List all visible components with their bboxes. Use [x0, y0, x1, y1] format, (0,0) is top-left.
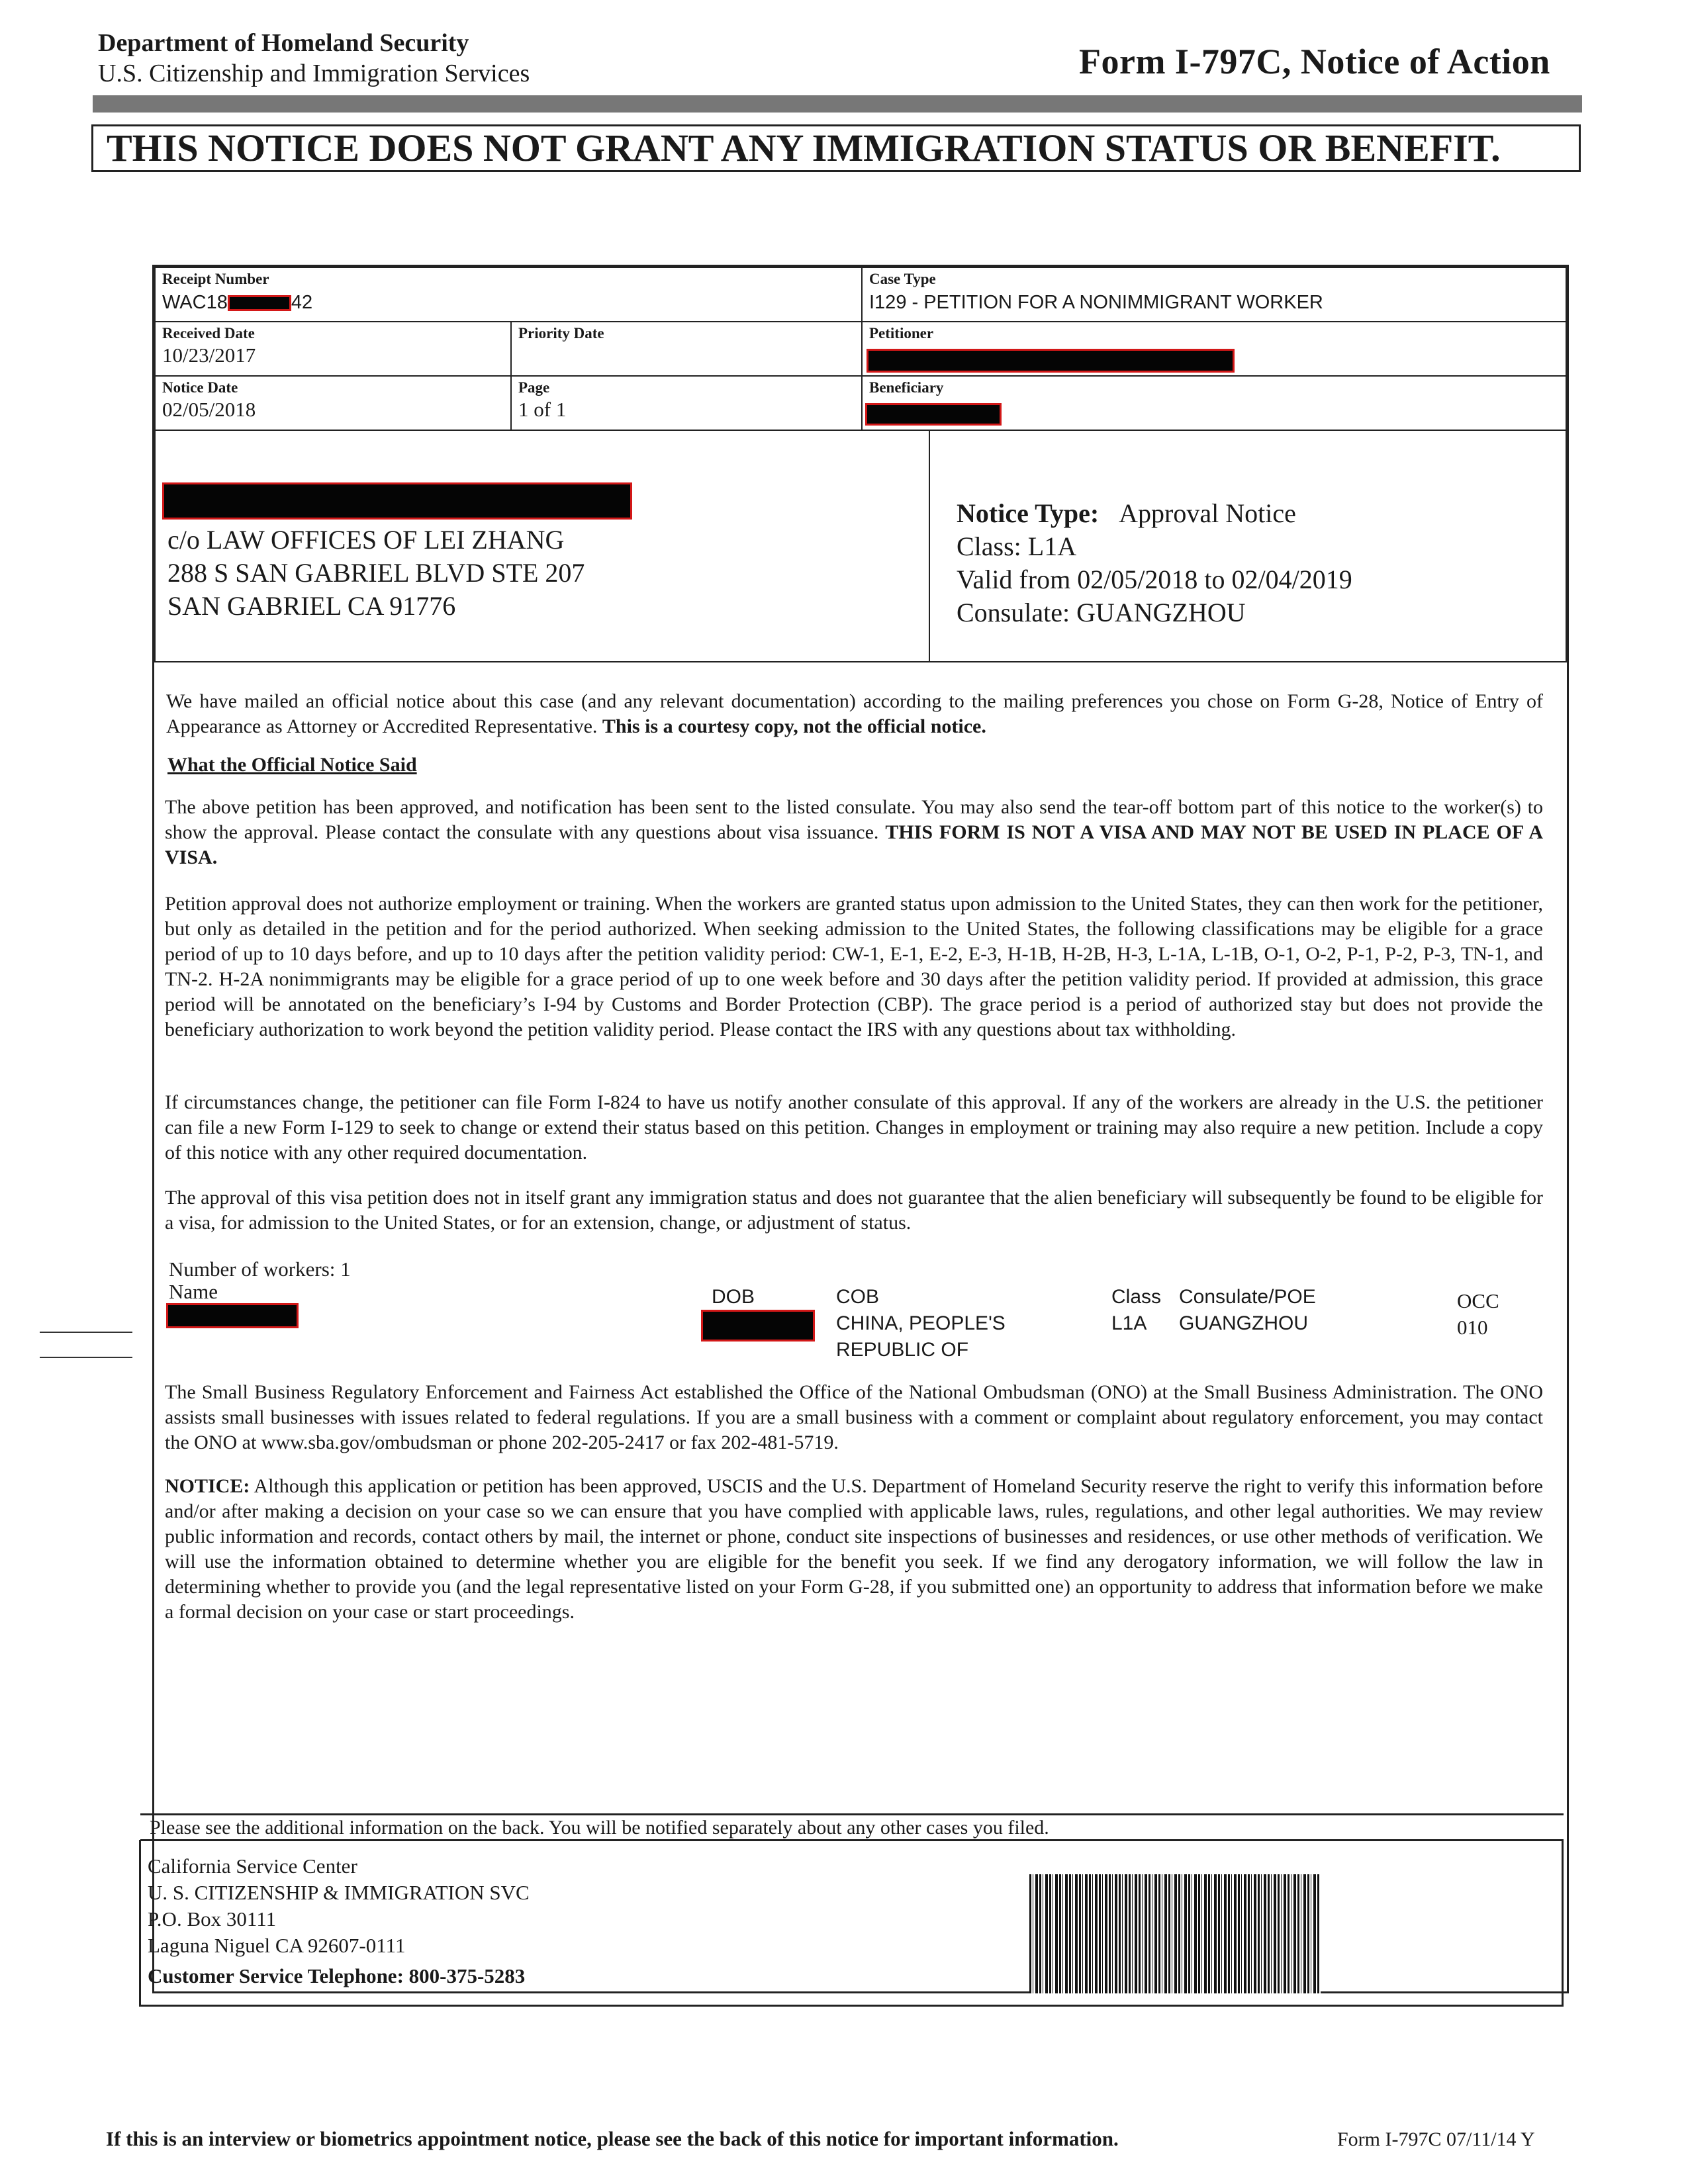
margin-mark: [40, 1357, 132, 1358]
form-title: Form I-797C, Notice of Action: [1079, 42, 1550, 81]
customer-service-phone: Customer Service Telephone: 800-375-5283: [148, 1964, 526, 1987]
worker-dob-header: DOB: [712, 1286, 755, 1308]
section-heading: What the Official Notice Said: [167, 754, 417, 776]
notice-date-label: Notice Date: [162, 379, 238, 396]
redaction-box: [162, 482, 632, 520]
notice-summary-block: [929, 430, 1567, 662]
consulate-line: Consulate: GUANGZHOU: [957, 598, 1246, 627]
worker-name-header: Name: [169, 1280, 218, 1303]
worker-count: Number of workers: 1: [169, 1257, 351, 1281]
beneficiary-cell: [861, 375, 1567, 431]
notice-date-cell: [154, 375, 512, 431]
petitioner-label: Petitioner: [869, 325, 934, 341]
service-center-city: Laguna Niguel CA 92607-0111: [148, 1934, 406, 1957]
receipt-number-cell: [154, 267, 863, 322]
worker-consulate-header: Consulate/POE: [1179, 1286, 1316, 1308]
beneficiary-label: Beneficiary: [869, 379, 944, 396]
barcode: [1029, 1874, 1321, 1993]
redaction-box: [166, 1303, 299, 1328]
priority-date-label: Priority Date: [518, 325, 604, 341]
worker-occ-value: 010: [1457, 1316, 1488, 1339]
redaction-box: [228, 295, 291, 311]
notice-label: NOTICE:: [165, 1475, 250, 1497]
approval-text: The above petition has been approved, and notification has been sent to the listed consulate. You may also send the tear-off bottom part of this notice to the worker(s) to show the approval. Please contact the consulate with any questions about visa issuance.: [165, 796, 1543, 843]
not-a-visa-warning: THIS FORM IS NOT A VISA AND MAY NOT BE USED IN PLACE OF A VISA.: [165, 821, 1543, 868]
agency-name: Department of Homeland Security: [98, 29, 469, 57]
intro-text: We have mailed an official notice about this case (and any relevant documentation) according to the mailing preferences you chose on Form G-28, Notice of Entry of Appearance as Attorney or Accredited Representative.: [166, 690, 1543, 737]
worker-class-value: L1A: [1111, 1312, 1147, 1334]
notice-date-value: 02/05/2018: [162, 398, 256, 421]
margin-mark: [40, 1332, 132, 1333]
notice-text: Although this application or petition has been approved, USCIS and the U.S. Department of Homeland Security reserve the right to verify this information before and/or after making a decision on your case so we can ensure that you have complied with applicable laws, rules, regulations, and other legal authorities. We may review public information and records, contact others by mail, the internet or phone, conduct site inspections of businesses and residences, or use other methods of verification. We will use the information obtained to determine whether you are eligible for the benefit you seek. If we find any derogatory information, we will follow the law in determining whether to provide you (and the legal representative listed on your Form G-28, if you submitted one) an opportunity to address that information before we make a formal decision on your case or start proceedings.: [165, 1475, 1543, 1623]
receipt-number-value: [162, 292, 312, 314]
form-edition: Form I-797C 07/11/14 Y: [1337, 2128, 1535, 2150]
footer-note: If this is an interview or biometrics appointment notice, please see the back of this notice for important information.: [106, 2127, 1119, 2150]
worker-cob-line1: CHINA, PEOPLE'S: [836, 1312, 1006, 1334]
notice-type-label: Notice Type:: [957, 498, 1100, 528]
received-date-cell: [154, 321, 512, 377]
verification-notice-paragraph: [165, 1474, 1543, 1625]
redaction-box: [867, 349, 1235, 373]
receipt-number-prefix: WAC18: [162, 292, 228, 313]
ombudsman-paragraph: The Small Business Regulatory Enforcement and Fairness Act established the Office of the National Ombudsman (ONO) at the Small Business Administration. The ONO assists small businesses with issues related to federal regulations. If you are a small business with a comment or complaint about regulatory enforcement, you may contact the ONO at www.sba.gov/ombudsman or phone 202-205-2417 or fax 202-481-5719.: [165, 1381, 1543, 1453]
address-line-3: SAN GABRIEL CA 91776: [167, 591, 456, 621]
case-type-value: I129 - PETITION FOR A NONIMMIGRANT WORKER: [869, 292, 1323, 313]
redaction-box: [701, 1310, 815, 1342]
redaction-box: [865, 403, 1002, 426]
page-cell: [510, 375, 863, 431]
service-center-po-box: P.O. Box 30111: [148, 1907, 277, 1931]
worker-occ-header: OCC: [1457, 1289, 1499, 1312]
status-banner: THIS NOTICE DOES NOT GRANT ANY IMMIGRATION STATUS OR BENEFIT.: [91, 124, 1581, 172]
worker-consulate-value: GUANGZHOU: [1179, 1312, 1308, 1334]
circumstances-paragraph: If circumstances change, the petitioner can file Form I-824 to have us notify another consulate of this approval. If any of the workers are already in the U.S. the petitioner can file a new Form I-129 to seek to change or extend their status based on this petition. Changes in employment or training may also require a new petition. Include a copy of this notice with any other required documentation.: [165, 1091, 1543, 1163]
worker-class-header: Class: [1111, 1286, 1162, 1308]
case-type-cell: [861, 267, 1567, 322]
address-line-1: c/o LAW OFFICES OF LEI ZHANG: [167, 525, 565, 555]
notice-type-value: Approval Notice: [1119, 498, 1296, 528]
header-rule: [93, 95, 1582, 113]
agency-block: [98, 28, 530, 89]
validity-line: Valid from 02/05/2018 to 02/04/2019: [957, 565, 1352, 594]
intro-bold: This is a courtesy copy, not the official notice.: [602, 715, 986, 737]
received-date-label: Received Date: [162, 325, 255, 341]
service-center-agency: U. S. CITIZENSHIP & IMMIGRATION SVC: [148, 1881, 530, 1904]
service-center-name: California Service Center: [148, 1854, 357, 1878]
receipt-number-suffix: 42: [291, 292, 313, 313]
page-label: Page: [518, 379, 550, 396]
notice-type-line: [957, 497, 1296, 530]
notice-frame: [152, 265, 1569, 1993]
mailing-address-block: [154, 430, 930, 662]
additional-info-line: Please see the additional information on the back. You will be notified separately about any other cases you filed.: [140, 1813, 1564, 1841]
intro-paragraph: [166, 689, 1543, 739]
page-value: 1 of 1: [518, 398, 567, 421]
case-type-label: Case Type: [869, 271, 936, 287]
service-center-block: [139, 1840, 1564, 2007]
worker-cob-header: COB: [836, 1286, 880, 1308]
approval-paragraph: [165, 795, 1543, 870]
address-line-2: 288 S SAN GABRIEL BLVD STE 207: [167, 558, 585, 588]
priority-date-cell: [510, 321, 863, 377]
agency-subname: U.S. Citizenship and Immigration Services: [98, 60, 530, 87]
petitioner-cell: [861, 321, 1567, 377]
class-line: Class: L1A: [957, 531, 1077, 561]
worker-cob-line2: REPUBLIC OF: [836, 1339, 969, 1361]
employment-paragraph: Petition approval does not authorize employment or training. When the workers are granted status upon admission to the United States, they can then work for the petitioner, but only as detailed in the petition and for the period authorized. When seeking admission to the United States, the following classifications may be eligible for a grace period of up to 10 days before, and up to 10 days after the petition validity period: CW-1, E-1, E-2, E-3, H-1B, H-2B, H-3, L-1A, L-1B, O-1, O-2, P-1, P-2, P-3, TN-1, and TN-2. H-2A nonimmigrants may be eligible for a grace period of up to one week before and 30 days after the petition validity period. If provided at admission, this grace period will be annotated on the beneficiary’s I-94 by Customs and Border Protection (CBP). The grace period is a period of authorized stay but does not provide the beneficiary authorization to work beyond the petition validity period. Please contact the IRS with any questions about tax withholding.: [165, 893, 1543, 1040]
status-disclaimer-paragraph: The approval of this visa petition does not in itself grant any immigration status and does not guarantee that the alien beneficiary will subsequently be found to be eligible for a visa, for admission to the United States, or for an extension, change, or adjustment of status.: [165, 1187, 1543, 1234]
received-date-value: 10/23/2017: [162, 343, 256, 367]
receipt-number-label: Receipt Number: [162, 271, 269, 287]
